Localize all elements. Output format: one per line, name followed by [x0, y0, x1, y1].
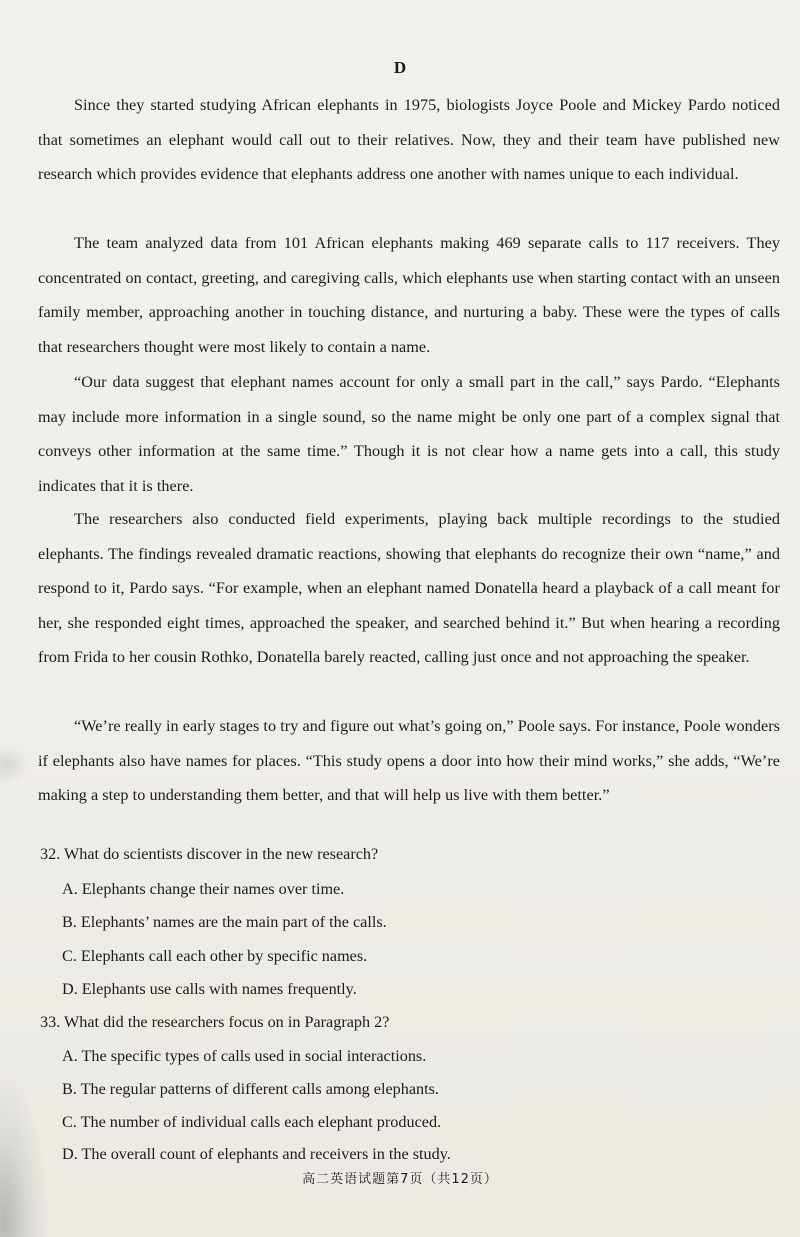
passage-paragraph-3: “Our data suggest that elephant names account for only a small part in the call,” says Pardo. “Elephants may include more information in a single sound, so the name might be only one part of a complex signal that conveys other information at the same time.” Though it is not clear how a name gets into a call, this study indicates that it is there. [38, 373, 780, 495]
question-33-option-d: D. The overall count of elephants and receivers in the study. [62, 1145, 451, 1163]
section-heading: D [393, 58, 407, 77]
question-33-stem: 33. What did the researchers focus on in Paragraph 2? [40, 1013, 390, 1031]
question-32-option-a: A. Elephants change their names over time. [62, 880, 345, 898]
question-32-option-b: B. Elephants’ names are the main part of the calls. [62, 913, 387, 931]
question-32-option-c: C. Elephants call each other by specific names. [62, 947, 368, 965]
page-footer: 高二英语试题第7页（共12页） [302, 1172, 498, 1187]
scan-smudge [0, 745, 28, 785]
question-33-option-a: A. The specific types of calls used in social interactions. [62, 1047, 427, 1065]
question-32-option-d: D. Elephants use calls with names frequently. [62, 980, 357, 998]
passage-paragraph-5: “We’re really in early stages to try and figure out what’s going on,” Poole says. For instance, Poole wonders if elephants also have names for places. “This study opens a door into how their mind works,” she adds, “We’re making a step to understanding them better, and that will help us live with them better.” [38, 717, 780, 805]
scan-smudge-corner [0, 1080, 46, 1237]
question-33-option-c: C. The number of individual calls each elephant produced. [62, 1113, 442, 1131]
passage-paragraph-1: Since they started studying African elephants in 1975, biologists Joyce Poole and Mickey Pardo noticed that sometimes an elephant would call out to their relatives. Now, they and their team have published new research which provides evidence that elephants address one another with names unique to each individual. [38, 96, 780, 184]
question-33-option-b: B. The regular patterns of different calls among elephants. [62, 1080, 439, 1098]
question-32-stem: 32. What do scientists discover in the new research? [40, 845, 379, 863]
passage-paragraph-4: The researchers also conducted field experiments, playing back multiple recordings to the studied elephants. The findings revealed dramatic reactions, showing that elephants do recognize their own “name,” and respond to it, Pardo says. “For example, when an elephant named Donatella heard a playback of a call meant for her, she responded eight times, approached the speaker, and searched behind it.” But when hearing a recording from Frida to her cousin Rothko, Donatella barely reacted, calling just once and not approaching the speaker. [38, 510, 780, 667]
passage-paragraph-2: The team analyzed data from 101 African elephants making 469 separate calls to 117 receivers. They concentrated on contact, greeting, and caregiving calls, which elephants use when starting contact with an unseen family member, approaching another in touching distance, and nurturing a baby. These were the types of calls that researchers thought were most likely to contain a name. [38, 234, 780, 356]
